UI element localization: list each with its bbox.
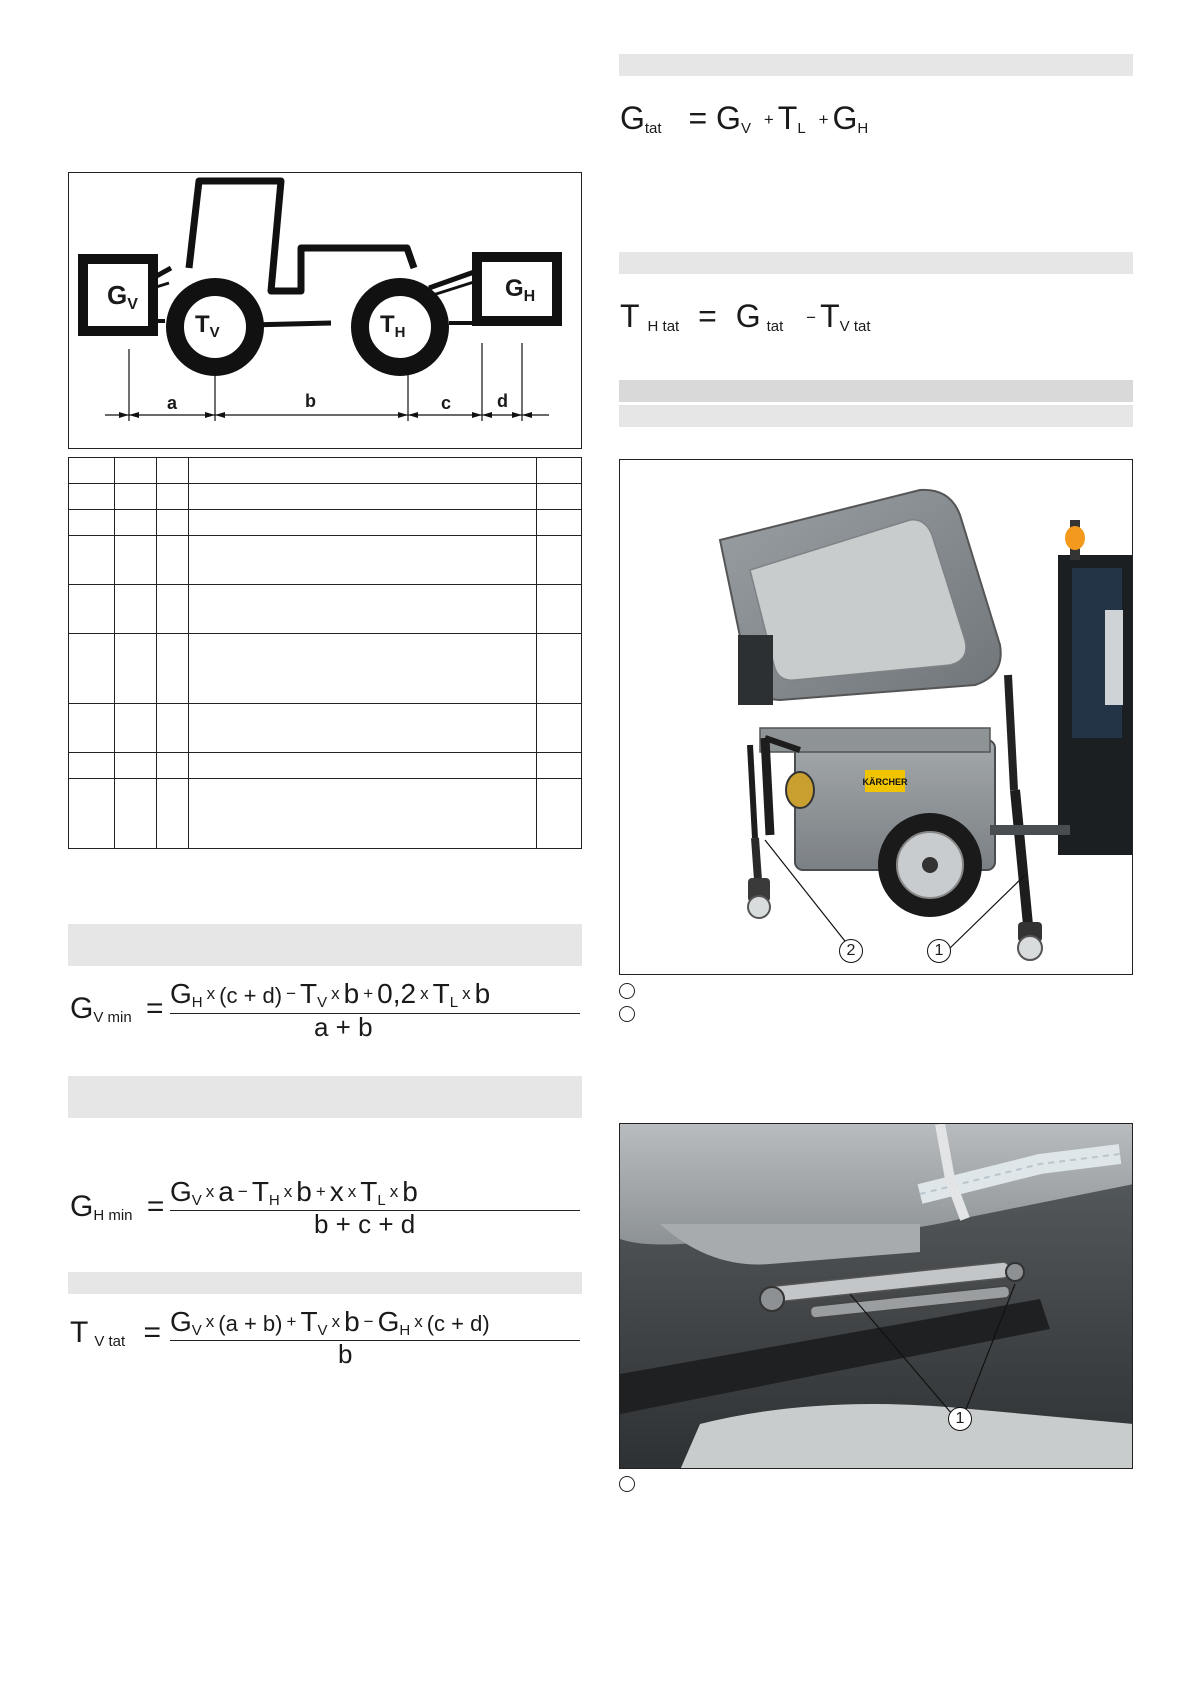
legend-bullet <box>619 1476 635 1492</box>
gas-struts-closeup-photo <box>619 1123 1133 1469</box>
weight-specification-table <box>68 457 582 849</box>
formula-tvtat-numerator: $G_V$ x $(a + b) + T_V$ x $b - G_H$ x (c + d) <box>170 1306 490 1339</box>
table-row <box>69 753 582 779</box>
fraction-line <box>170 1013 580 1014</box>
subsection-heading-band <box>619 405 1133 427</box>
dimension-c-label: c <box>441 393 452 413</box>
dimension-a-label: a <box>167 393 178 413</box>
table-row <box>69 458 582 484</box>
formula-ghmin-lhs: $G_{H min}$ = <box>70 1190 165 1224</box>
formula-gvmin-lhs: $G_{V min}$ = <box>70 992 164 1026</box>
trailer-support-legs-photo <box>619 459 1133 975</box>
rear-weight-label: $G_H$ <box>505 275 536 305</box>
section-heading-band <box>68 1076 582 1118</box>
formula-gvmin-numerator: $G_H$ x $(c + d) - T_V$ x b + 0,2 x $T_L$ x b <box>170 978 491 1011</box>
legend-bullet <box>619 1006 635 1022</box>
rear-axle-label: $T_H$ <box>380 311 406 341</box>
section-heading-band <box>619 252 1133 274</box>
formula-gvmin-denominator: a + b <box>314 1012 373 1042</box>
table-row <box>69 536 582 585</box>
callout-marker: 2 <box>839 939 863 963</box>
section-heading-band <box>619 54 1133 76</box>
dimension-d-label: d <box>497 391 508 411</box>
section-heading-band <box>619 380 1133 402</box>
section-heading-band <box>68 924 582 966</box>
struts-photo-illustration <box>620 1124 1133 1469</box>
formula-ghmin-numerator: $G_V$ x $a - T_H$ x b + x x $T_L$ x b <box>170 1176 418 1209</box>
dimension-b-label: b <box>305 391 316 411</box>
table-row <box>69 510 582 536</box>
formula-ghmin-denominator: b + c + d <box>314 1209 416 1239</box>
callout-marker: 1 <box>927 939 951 963</box>
table-row <box>69 779 582 849</box>
front-axle-label: $T_V$ <box>195 311 220 341</box>
table-row <box>69 634 582 704</box>
legend-bullet <box>619 983 635 999</box>
table-row <box>69 704 582 753</box>
section-heading-band <box>68 1272 582 1294</box>
formula-tvtat-denominator: b <box>338 1339 353 1369</box>
fraction-line <box>170 1340 580 1341</box>
formula-tvtat-lhs: T $_{V tat}$ = <box>70 1316 162 1350</box>
formula-thtat: T $_{H tat}$ = G $_{tat} - T_{V tat}$ <box>620 298 871 335</box>
weight-distribution-diagram <box>68 172 582 449</box>
front-weight-label: GV <box>107 280 138 313</box>
brand-badge-text: KÄRCHER <box>862 777 908 787</box>
table-row <box>69 585 582 634</box>
trailer-photo-illustration <box>620 460 1133 975</box>
formula-gtat: $G_{tat} = G_V + T_L + G_H$ <box>620 100 869 137</box>
table-row <box>69 484 582 510</box>
callout-marker: 1 <box>948 1407 972 1431</box>
